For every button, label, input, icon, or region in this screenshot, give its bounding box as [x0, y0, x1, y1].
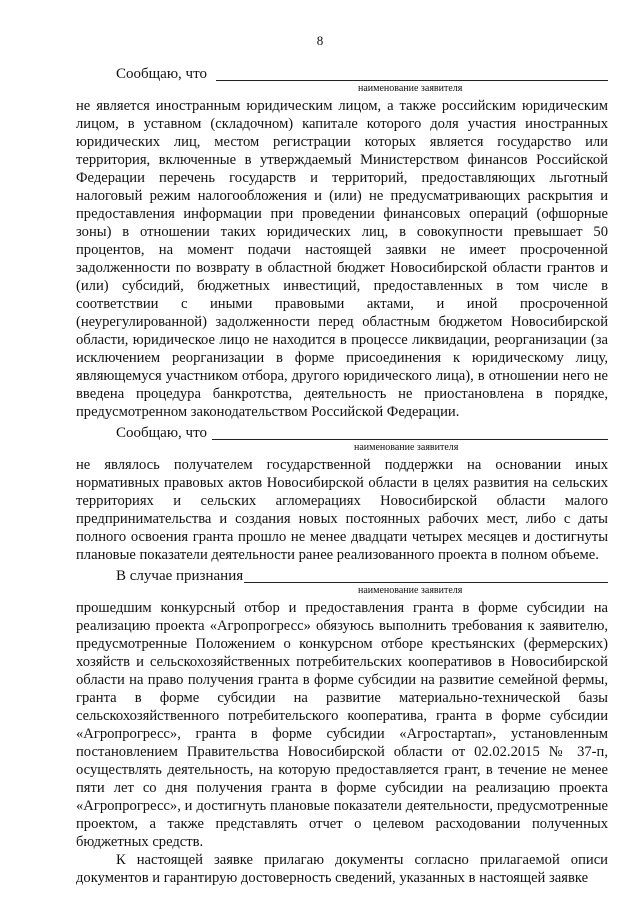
applicant-caption-2: наименование заявителя [354, 442, 459, 453]
applicant-fill-row-3 [76, 566, 608, 596]
applicant-fill-row-2 [76, 423, 608, 453]
page-number: 8 [316, 33, 324, 48]
applicant-name-blank-1[interactable] [216, 80, 608, 81]
fill-label-3: В случае признания [116, 568, 244, 584]
applicant-fill-row-1 [76, 64, 608, 94]
paragraph-1: не является иностранным юридическим лицом, а также российским юридическим лицом, в уставном (складочном) капитале которого доля участия иностранных юридических лиц, местом регистрации которых является государство или территория, включенные в утверждаемый Министерством финансов Российской Федерации перечень государств и территорий, предоставляющих льготный налоговый режим налогообложения и (или) не предусматривающих раскрытия и предоставления информации при проведении финансовых операций (офшорные зоны) в отношении таких юридических лиц, в совокупности превышает 50 процентов, на момент подачи настоящей заявки не имеет просроченной задолженности по возврату в областной бюджет Новосибирской области грантов и (или) субсидий, бюджетных инвестиций, предоставленных в том числе в соответствии с иными правовыми актами, и иной просроченной (неурегулированной) задолженности перед областным бюджетом Новосибирской области, юридическое лицо не находится в процессе ликвидации, реорганизации (за исключением реорганизации в форме присоединения к юридическому лицу, являющемуся участником отбора, другого юридического лица), в отношении него не введена процедура банкротства, деятельность не приостановлена в порядке, предусмотренном законодательством Российской Федерации. [76, 98, 608, 420]
applicant-caption-3: наименование заявителя [358, 585, 463, 596]
paragraph-3: прошедшим конкурсный отбор и предоставления гранта в форме субсидии на реализацию проекта «Агропрогресс» обязуюсь выполнить требования к заявителю, предусмотренные Положением о конкурсном отборе крестьянских (фермерских) хозяйств и сельскохозяйственных потребительских кооперативов в Новосибирской области на право получения гранта в форме субсидии на развитие семейной фермы, гранта в форме субсидии на развитие материально-технической базы сельскохозяйственного потребительского кооператива, гранта в форме субсидии «Агропрогресс», гранта в форме субсидии «Агростартап», установленным постановлением Правительства Новосибирской области от 02.02.2015 № 37-п, осуществлять деятельность, на которую предоставляется грант, в течение не менее пяти лет со дня получения гранта в форме субсидии на реализацию проекта «Агропрогресс», и достигнуть плановые показатели деятельности, предусмотренные проектом, а также представлять отчет о целевом расходовании полученных бюджетных средств. [76, 600, 608, 850]
applicant-caption-1: наименование заявителя [358, 83, 463, 94]
fill-label-2: Сообщаю, что [116, 425, 207, 441]
fill-label-1: Сообщаю, что [116, 66, 207, 82]
applicant-name-blank-2[interactable] [212, 439, 608, 440]
closing-paragraph: К настоящей заявке прилагаю документы согласно прилагаемой описи документов и гарантирую достоверность сведений, указанных в настоящей заявке [76, 852, 608, 886]
paragraph-2: не являлось получателем государственной поддержки на основании иных нормативных правовых актов Новосибирской области в целях развития на сельских территориях и сельских агломерациях Новосибирской области малого предпринимательства и создания новых постоянных рабочих мест, либо с даты полного освоения гранта прошло не менее двадцати четырех месяцев и достигнуты плановые показатели деятельности ранее реализованного проекта в полном объеме. [76, 457, 608, 563]
document-body [76, 62, 608, 887]
applicant-name-blank-3[interactable] [244, 582, 608, 583]
